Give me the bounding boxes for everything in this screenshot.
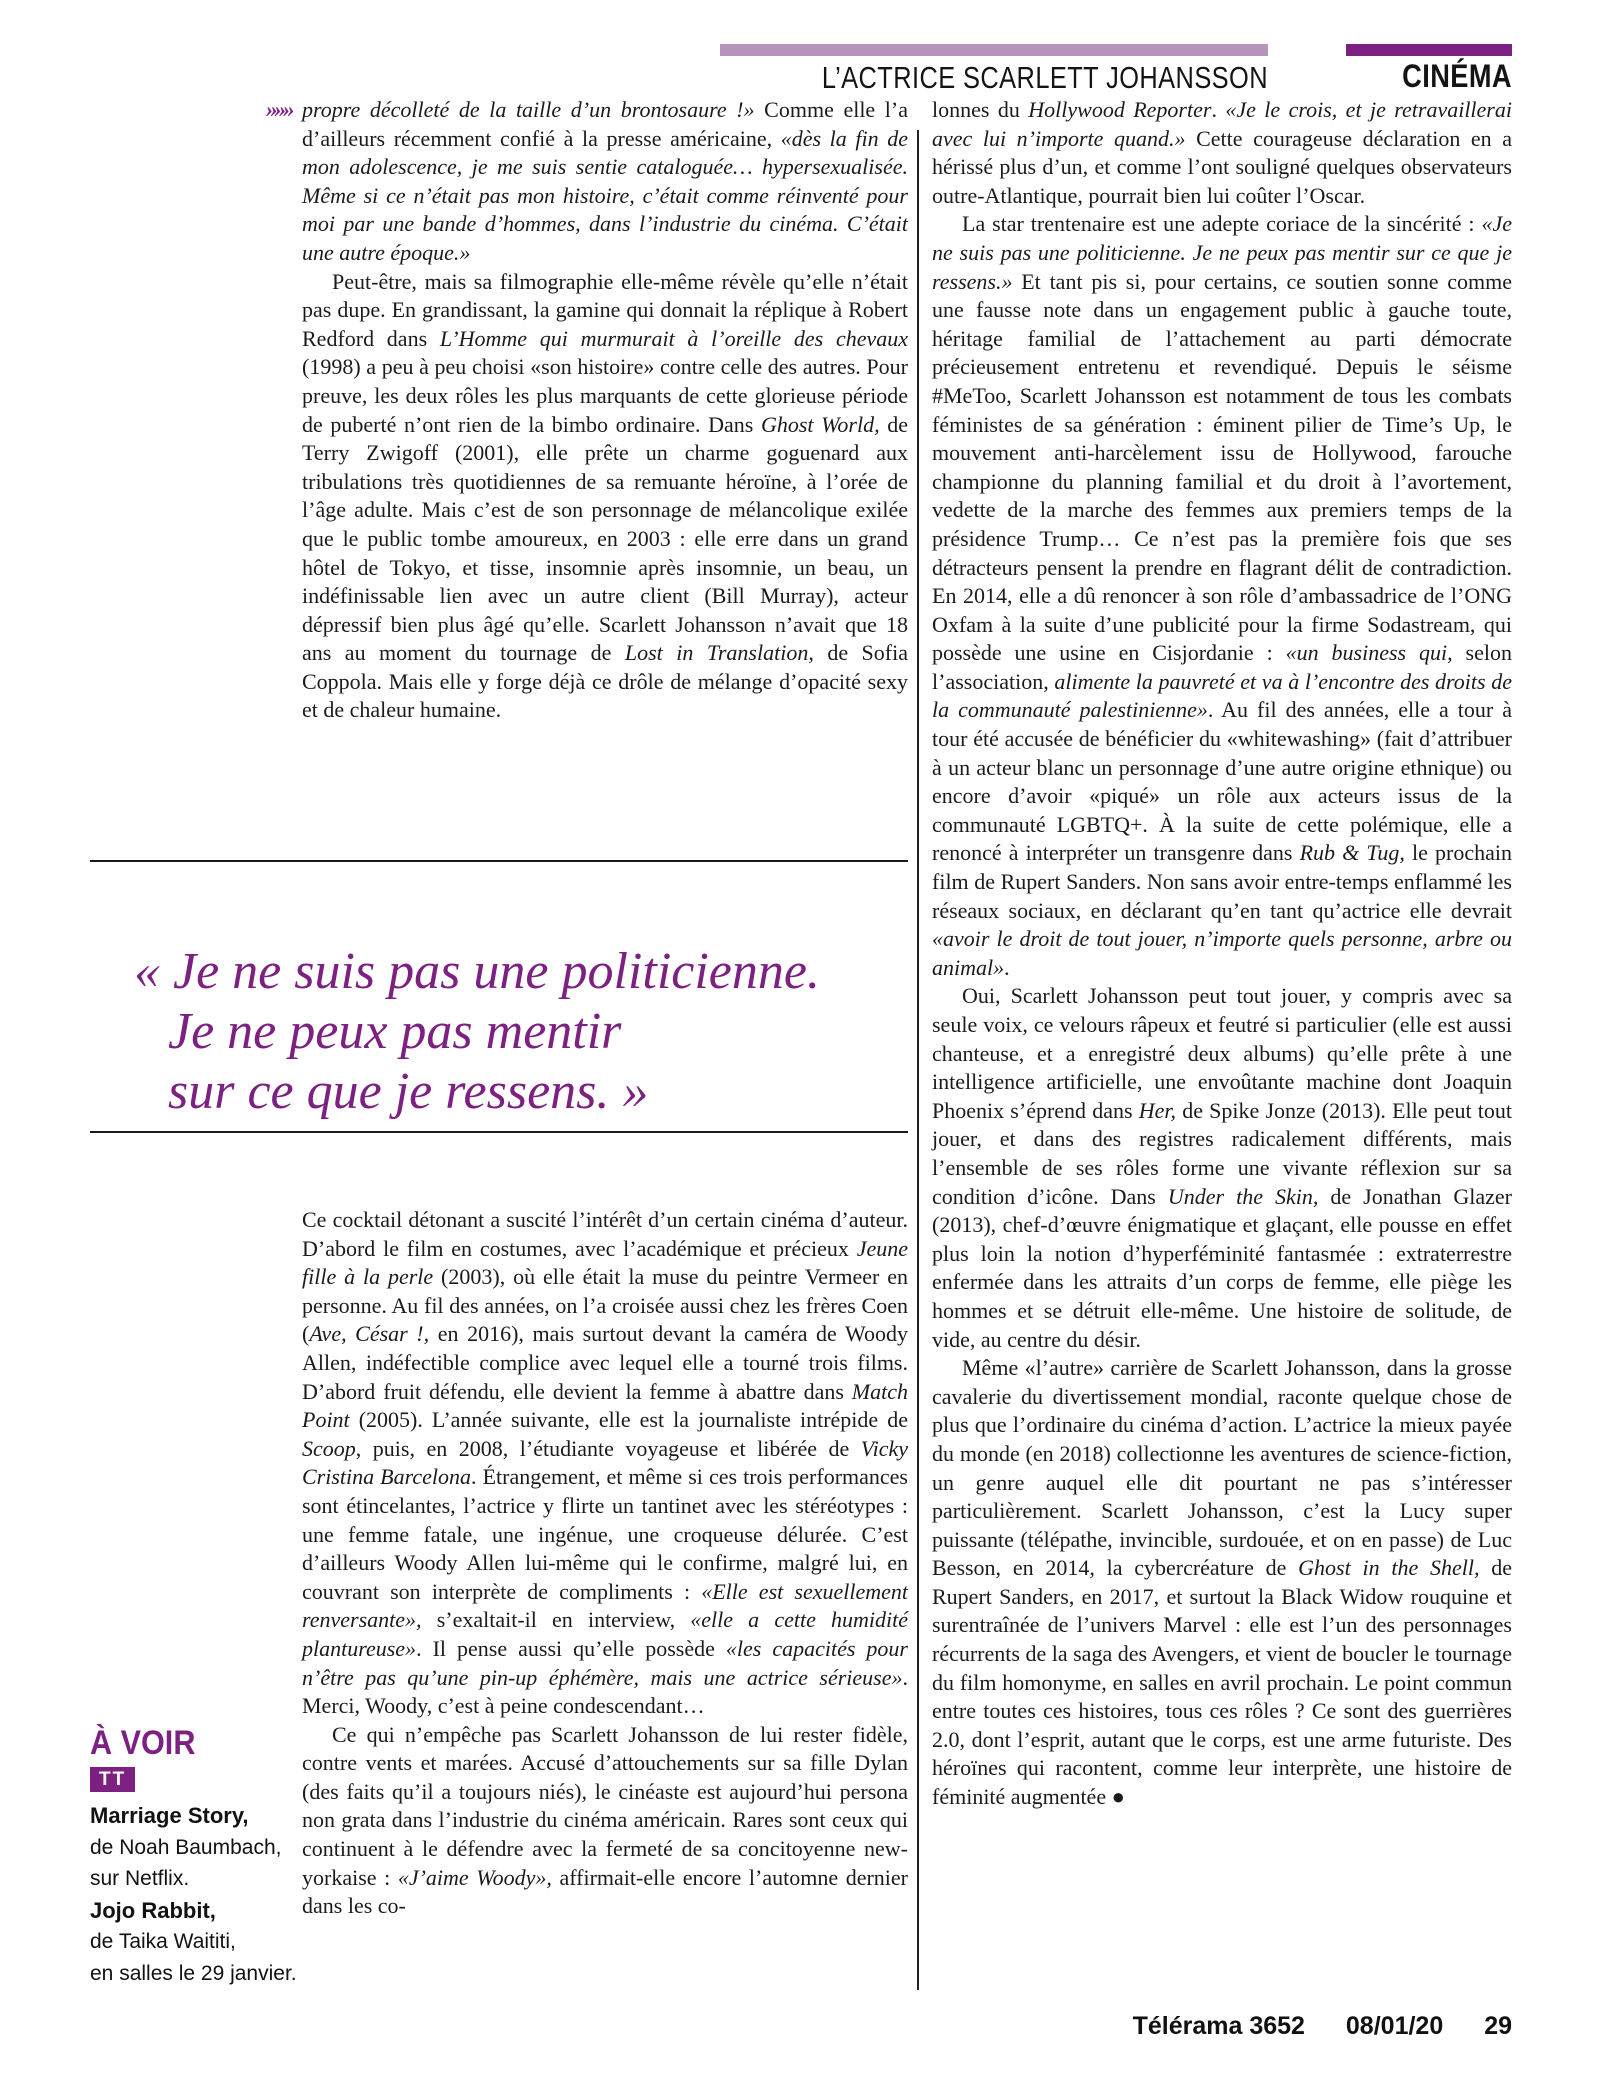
film-title: Marriage Story, (90, 1803, 249, 1828)
body-paragraph: Peut-être, mais sa filmographie elle-même révèle qu’elle n’était pas dupe. En grandissant, la gamine qui donnait la réplique à Robert Redford dans L’Homme qui murmurait à l’oreille des chevaux (1998) a peu à peu choisi «son histoire» contre celle des autres. Pour preuve, les deux rôles les plus marquants de cette glorieuse période de puberté n’ont rien de la bimbo ordinaire. Dans Ghost World, de Terry Zwigoff (2001), elle prête un charme goguenard aux tribulations très quotidiennes de sa remuante héroïne, à l’orée de l’âge adulte. Mais c’est de son personnage de mélancolique exilée que le public tombe amoureux, en 2003 : elle erre dans un grand hôtel de Tokyo, et tisse, insomnie après insomnie, un beau, un indéfinissable lien avec un autre client (Bill Murray), acteur dépressif bien plus âgé qu’elle. Scarlett Johansson n’avait que 18 ans au moment du tournage de Lost in Translation, de Sofia Coppola. Mais elle y forge déjà ce drôle de mélange d’opacité sexy et de chaleur humaine. (302, 268, 909, 723)
sidebar-watch-list (90, 1800, 305, 1989)
body-paragraph: La star trentenaire est une adepte coriace de la sincérité : «Je ne suis pas une politicienne. Je ne peux pas mentir sur ce que je ressens.» Et tant pis si, pour certains, ce soutien sonne comme une fausse note dans un engagement public à gauche toute, héritage familial de l’attachement au parti démocrate précieusement entretenu et revendiqué. Depuis le séisme #MeToo, Scarlett Johansson est notamment de tous les combats féministes de sa génération : éminent pilier de Time’s Up, le mouvement anti-harcèlement issu de Hollywood, farouche championne du planning familial et du droit à l’avortement, vedette de la marche des femmes aux premiers temps de la présidence Trump… Ce n’est pas la première fois que ses détracteurs pensent la prendre en flagrant délit de contradiction. En 2014, elle a dû renoncer à son rôle d’ambassadrice de l’ONG Oxfam à la suite d’une publicité pour la firme Sodastream, qui possède une usine en Cisjordanie : «un business qui, selon l’association, alimente la pauvreté et va à l’encontre des droits de la communauté palestinienne». Au fil des années, elle a tour à tour été accusée de bénéficier du «whitewashing» (fait d’attribuer à un acteur blanc un personnage d’une autre origine ethnique) ou encore d’avoir «piqué» un rôle aux acteurs issus de la communauté LGBTQ+. À la suite de cette polémique, elle a renoncé à interpréter un transgenre dans Rub & Tug, le prochain film de Rupert Sanders. Non sans avoir entre-temps enflammé les réseaux sociaux, en déclarant qu’en tant qu’actrice elle devrait «avoir le droit de tout jouer, n’importe quels personne, arbre ou animal». (932, 211, 1512, 980)
pull-quote-rule-top (90, 860, 908, 862)
paragraph-text: propre décolleté de la taille d’un brontosaure !» Comme elle l’a d’ailleurs récemment confié à la presse américaine, «dès la fin de mon adolescence, je me suis sentie cataloguée… hypersexualisée. Même si ce n’était pas mon histoire, c’était comme réinventé pour moi par une bande d’hommes, dans l’industrie du cinéma. C’était une autre époque.» (302, 97, 909, 265)
page-footer (932, 2012, 1512, 2041)
body-paragraph: lonnes du Hollywood Reporter. «Je le crois, et je retravaillerai avec lui n’importe quand.» Cette courageuse déclaration en a hérissé plus d’un, et comme l’ont souligné quelques observateurs outre-Atlantique, pourrait bien lui coûter l’Oscar. (932, 97, 1512, 208)
magazine-issue: Télérama 3652 (1132, 2012, 1305, 2040)
pull-quote: « Je ne suis pas une politicienne. Je ne peux pas mentir sur ce que je ressens. » (134, 943, 820, 1120)
body-paragraph: Ce cocktail détonant a suscité l’intérêt d’un certain cinéma d’auteur. D’abord le film en costumes, avec l’académique et précieux Jeune fille à la perle (2003), où elle était la muse du peintre Vermeer en personne. Au fil des années, on l’a croisée aussi chez les frères Coen (Ave, César !, en 2016), mais surtout devant la caméra de Woody Allen, indéfectible complice avec lequel elle a tourné trois films. D’abord fruit défendu, elle devient la femme à abattre dans Match Point (2005). L’année suivante, elle est la journaliste intrépide de Scoop, puis, en 2008, l’étudiante voyageuse et libérée de Vicky Cristina Barcelona. Étrangement, et même si ces trois performances sont étincelantes, l’actrice y flirte un tantinet avec les stéréotypes : une femme fatale, une ingénue, une croqueuse délurée. C’est d’ailleurs Woody Allen lui-même qui le confirme, malgré lui, en couvrant son interprète de compliments : «Elle est sexuellement renversante», s’exaltait-il en interview, «elle a cette humidité plantureuse». Il pense aussi qu’elle possède «les capacités pour n’être pas qu’une pin-up éphémère, mais une actrice sérieuse». Merci, Woody, c’est à peine condescendant… (302, 1207, 909, 1719)
page-number: 29 (1484, 2012, 1512, 2040)
article-kicker: L’ACTRICE SCARLETT JOHANSSON (821, 60, 1268, 95)
section-accent-bar (1346, 44, 1512, 56)
body-paragraph (266, 96, 909, 268)
film-title: Jojo Rabbit, (90, 1897, 216, 1923)
left-column-bottom (302, 1206, 908, 1921)
kicker-accent-bar (720, 44, 1268, 56)
pull-quote-rule-bottom (90, 1131, 908, 1133)
rating-badge: TT (90, 1767, 135, 1792)
body-paragraph: Même «l’autre» carrière de Scarlett Johansson, dans la grosse cavalerie du divertissement mondial, raconte quelque chose de plus que l’ordinaire du cinéma d’action. L’actrice la mieux payée du monde (en 2018) collectionne les aventures de science-fiction, un genre auquel elle dit pourtant ne pas s’intéresser particulièrement. Scarlett Johansson, c’est la Lucy super puissante (télépathe, invincible, surdouée, et on en passe) de Luc Besson, en 2014, la cybercréature de Ghost in the Shell, de Rupert Sanders, en 2017, et surtout la Black Widow rouquine et surentraînée de l’univers Marvel : elle est l’un des personnages récurrents de la saga des Avengers, et vient de boucler le tournage du film homonyme, en salles en avril prochain. Le point commun entre toutes ces histoires, tous ces rôles ? Ce sont des guerrières 2.0, dont l’esprit, autant que le corps, est une arme futuriste. Des héroïnes qui racontent, comme leur interprète, une histoire de féminité augmentée ● (932, 1355, 1513, 1810)
left-column-top (266, 96, 909, 725)
film-details: de Noah Baumbach, sur Netflix. (90, 1835, 282, 1890)
section-title: CINÉMA (1402, 58, 1512, 94)
sidebar-heading: À VOIR (90, 1724, 196, 1762)
issue-date: 08/01/20 (1345, 2012, 1444, 2040)
body-paragraph: Oui, Scarlett Johansson peut tout jouer, y compris avec sa seule voix, ce velours râpeux et feutré si particulier (elle est aussi chanteuse, et a enregistré deux albums) qu’elle prête à une intelligence artificielle, une envoûtante machine dont Joaquin Phoenix s’éprend dans Her, de Spike Jonze (2013). Elle peut tout jouer, et dans des registres radicalement différents, mais l’ensemble de ses rôles forme une vivante réflexion sur sa condition d’icône. Dans Under the Skin, de Jonathan Glazer (2013), chef-d’œuvre énigmatique et glaçant, elle pousse en effet plus loin la notion d’hyperféminité fantasmée : extraterrestre enfermée dans les attraits d’un corps de femme, elle piège les hommes et se détruit elle-même. Une histoire de solitude, de vide, au centre du désir. (932, 983, 1512, 1352)
right-column (932, 96, 1512, 1812)
list-item (90, 1895, 305, 1990)
film-details: de Taika Waititi, en salles le 29 janvier. (90, 1930, 297, 1985)
continuation-marker-icon: »»» (266, 97, 292, 122)
body-paragraph: Ce qui n’empêche pas Scarlett Johansson de lui rester fidèle, contre vents et marées. Accusé d’attouchements sur sa fille Dylan (des faits qu’il a toujours niés), le cinéaste est aujourd’hui persona non grata dans l’industrie du cinéma américain. Rares sont ceux qui continuent à le défendre avec la fermeté de sa concitoyenne new-yorkaise : «J’aime Woody», affirmait-elle encore l’automne dernier dans les co- (302, 1721, 908, 1919)
list-item (90, 1800, 305, 1895)
